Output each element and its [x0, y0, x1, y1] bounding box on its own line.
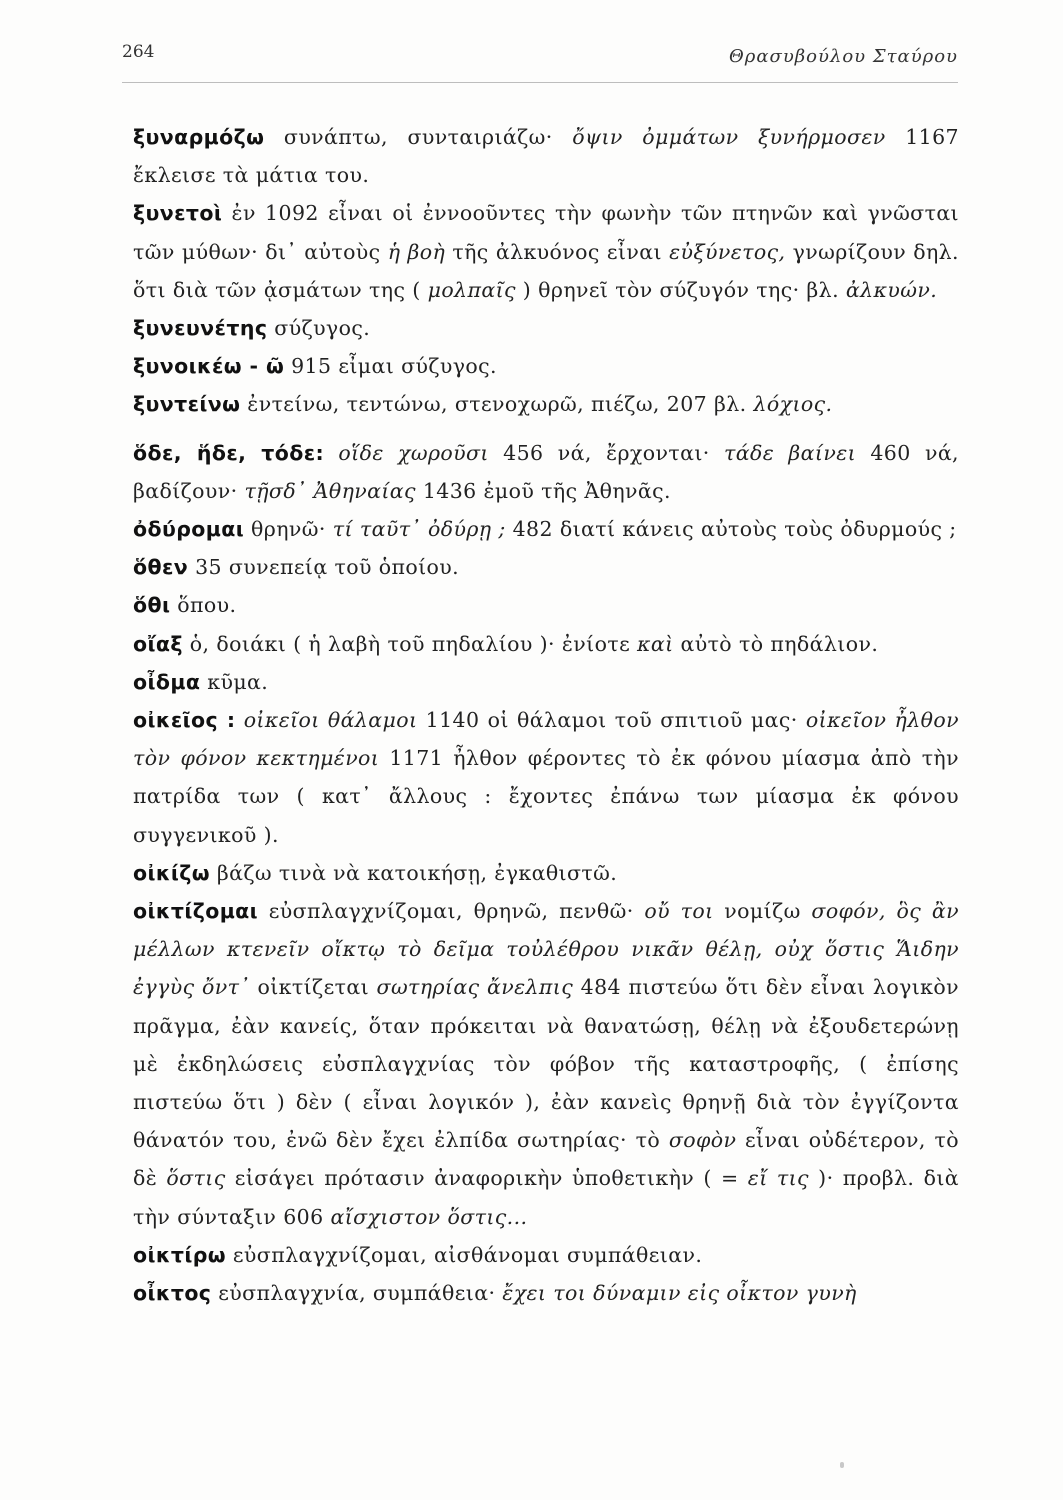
entry-gloss: ἐντείνω, τεντώνω, στενοχωρῶ, πιέζω, 207 βλ.	[240, 392, 754, 417]
entry-gloss	[235, 708, 243, 732]
entry-headword: οἶδμα	[133, 669, 201, 694]
entry-gloss: εὐσπλαγχνίζομαι, αἰσθάνομαι συμπάθειαν.	[226, 1242, 703, 1267]
entry-gloss: ἐν 1092 εἶναι οἱ ἐννοοῦντες τὴν φωνὴν τῶν πτηνῶν καὶ γνῶσται τῶν μύθων· δι᾽ αὐτοὺς	[133, 201, 959, 264]
entry-gloss: 460 νά, βαδίζουν·	[133, 440, 959, 503]
lexicon-entry	[133, 1274, 959, 1312]
entry-headword: ξυνευνέτης	[133, 316, 268, 341]
entry-headword: ὅθι	[133, 593, 171, 618]
entry-gloss: ) θρηνεῖ τὸν σύζυγόν της· βλ.	[515, 277, 846, 302]
entry-gloss: ὁ, δοιάκι ( ἡ λαβὴ τοῦ πηδαλίου )· ἐνίοτε	[182, 631, 638, 656]
entry-gloss: 1167 ἔκλεισε τὰ μάτια του.	[133, 125, 959, 188]
entry-gloss: 482 διατί κάνεις αὐτοὺς τοὺς ὀδυρμούς ;	[505, 517, 957, 542]
entry-quotation: μολπαῖς	[427, 277, 516, 302]
lexicon-entry	[133, 1236, 959, 1274]
entry-gloss: γνωρίζουν δηλ. ὅτι διὰ τῶν ᾀσμάτων της (	[133, 239, 959, 302]
entry-quotation: σοφόν, ὃς ἂν μέλλων κτενεῖν οἴκτῳ τὸ δεῖμα τοὐλέθρου νικᾶν θέλῃ, οὐχ ὅστις Ἅιδην ἐγγὺς ὄντ᾽	[133, 899, 959, 1000]
entry-gloss: νομίζω	[713, 899, 812, 924]
entry-quotation: τάδε βαίνει	[723, 440, 857, 465]
entry-quotation: οὔ τοι	[644, 899, 714, 924]
entry-gloss: ὅπου.	[170, 593, 237, 618]
entry-quotation: οἰκεῖοι θάλαμοι	[243, 708, 418, 733]
entry-quotation: ἔχει τοι δύναμιν εἰς οἶκτον γυνὴ	[502, 1281, 857, 1306]
entry-gloss: εἶναι οὐδέτερον, τὸ δὲ	[133, 1128, 959, 1191]
entry-gloss: 35 συνεπείᾳ τοῦ ὁποίου.	[188, 555, 460, 580]
entry-quotation: ὅστις	[166, 1166, 226, 1191]
entry-quotation: σωτηρίας ἄνελπις	[376, 975, 574, 1000]
entry-quotation: ἡ βοὴ	[387, 239, 446, 264]
entry-headword: οἰκεῖος :	[133, 708, 236, 733]
lexicon-entry	[133, 194, 959, 309]
entry-gloss: 1140 οἱ θάλαμοι τοῦ σπιτιοῦ μας·	[417, 708, 806, 733]
entry-quotation: ὄψιν ὀμμάτων ξυνήρμοσεν	[572, 125, 886, 149]
entry-headword: οἴαξ	[133, 631, 183, 656]
entry-gloss	[324, 441, 338, 465]
entry-quotation: αἴσχιστον ὅστις...	[330, 1204, 528, 1229]
entry-headword: οἰκτίρω	[133, 1242, 226, 1267]
entry-gloss: συνάπτω, συνταιριάζω·	[264, 125, 573, 149]
lexicon-entry	[133, 309, 959, 347]
lexicon-entry	[133, 434, 959, 510]
entry-quotation: τί ταῦτ᾽ ὀδύρῃ ;	[332, 517, 506, 542]
entry-quotation: σοφὸν	[668, 1128, 737, 1153]
entry-quotation: εὐξύνετος,	[669, 239, 786, 264]
lexicon-entry	[133, 892, 959, 1236]
entry-headword: οἶκτος	[133, 1281, 212, 1306]
lexicon-entries	[133, 118, 959, 1312]
entry-gloss: εἰσάγει πρότασιν ἀναφορικὴν ὑποθετικὴν (	[225, 1166, 721, 1191]
entry-gloss: αὐτὸ τὸ πηδάλιον.	[673, 631, 879, 656]
entry-gloss: βάζω τινὰ νὰ κατοικήσῃ, ἐγκαθιστῶ.	[209, 860, 618, 885]
entry-quotation: οἰκεῖον ἦλθον τὸν φόνον κεκτημένοι	[133, 708, 959, 771]
scan-speck	[840, 1462, 844, 1468]
entry-quotation: οἵδε χωροῦσι	[338, 440, 489, 465]
entry-gloss: εὐσπλαγχνία, συμπάθεια·	[211, 1281, 503, 1306]
entry-gloss: 915 εἶμαι σύζυγος.	[284, 354, 497, 379]
entry-gloss: τῆς ἀλκυόνος εἶναι	[445, 239, 670, 264]
entry-headword: ξυναρμόζω	[133, 125, 265, 149]
lexicon-entry	[133, 118, 959, 194]
entry-gloss: κῦμα.	[200, 669, 269, 694]
entry-headword: ξυνετοὶ	[133, 201, 223, 226]
entry-headword: οἰκτίζομαι	[133, 899, 259, 924]
entry-headword: ὀδύρομαι	[133, 517, 245, 542]
lexicon-entry	[133, 663, 959, 701]
entry-quotation: καὶ	[637, 631, 674, 656]
entry-quotation: = εἴ τις	[720, 1166, 809, 1191]
entry-headword: ὅθεν	[133, 555, 189, 580]
entry-gloss: 1171 ἦλθον φέροντες τὸ ἐκ φόνου μίασμα ἀπὸ τὴν πατρίδα των ( κατ᾽ ἄλλους : ἔχοντες ἐπάνω των μίασμα ἐκ φόνου συγγενικοῦ ).	[133, 746, 959, 847]
lexicon-entry	[133, 586, 959, 624]
page-number: 264	[122, 42, 155, 62]
running-head-author: Θρασυβούλου Σταύρου	[729, 46, 958, 67]
lexicon-entry	[133, 854, 959, 892]
lexicon-entry	[133, 548, 959, 586]
entry-gloss: )· προβλ. διὰ τὴν σύνταξιν 606	[133, 1166, 959, 1229]
lexicon-entry	[133, 347, 959, 385]
entry-headword: ξυντείνω	[133, 392, 241, 417]
running-head	[122, 42, 958, 83]
lexicon-entry	[133, 385, 959, 423]
lexicon-entry	[133, 510, 959, 548]
entry-quotation: τῇσδ᾽ Ἀθηναίας	[244, 478, 416, 503]
entry-gloss: εὐσπλαγχνίζομαι, θρηνῶ, πενθῶ·	[258, 899, 645, 924]
entry-headword: οἰκίζω	[133, 860, 210, 885]
entry-headword: ὅδε, ἥδε, τόδε:	[133, 440, 325, 465]
entry-gloss: 456 νά, ἔρχονται·	[488, 440, 724, 465]
entry-gloss: θρηνῶ·	[244, 517, 333, 542]
entry-gloss: σύζυγος.	[267, 316, 371, 341]
entry-quotation: ἀλκυών.	[845, 277, 938, 302]
entry-quotation: λόχιος.	[753, 392, 833, 417]
entry-headword: ξυνοικέω - ῶ	[133, 354, 285, 379]
entry-gloss: οἰκτίζεται	[249, 975, 377, 1000]
entry-gloss: 484 πιστεύω ὅτι δὲν εἶναι λογικὸν πρᾶγμα, ἐὰν κανείς, ὅταν πρόκειται νὰ θανατώσῃ, θέλῃ νὰ ἐξουδετερώνῃ μὲ ἐκδηλώσεις εὐσπλαγχνίας τὸν φόβον τῆς καταστροφῆς, ( ἐπίσης πιστεύω ὅτι ) δὲν ( εἶναι λογικόν ), ἐὰν κανεὶς θρηνῇ διὰ τὸν ἐγγίζοντα θάνατόν του, ἐνῶ δὲν ἔχει ἐλπίδα σωτηρίας· τὸ	[133, 975, 959, 1153]
lexicon-entry	[133, 701, 959, 854]
lexicon-entry	[133, 625, 959, 663]
entry-gloss: 1436 ἐμοῦ τῆς Ἀθηνᾶς.	[415, 478, 671, 503]
